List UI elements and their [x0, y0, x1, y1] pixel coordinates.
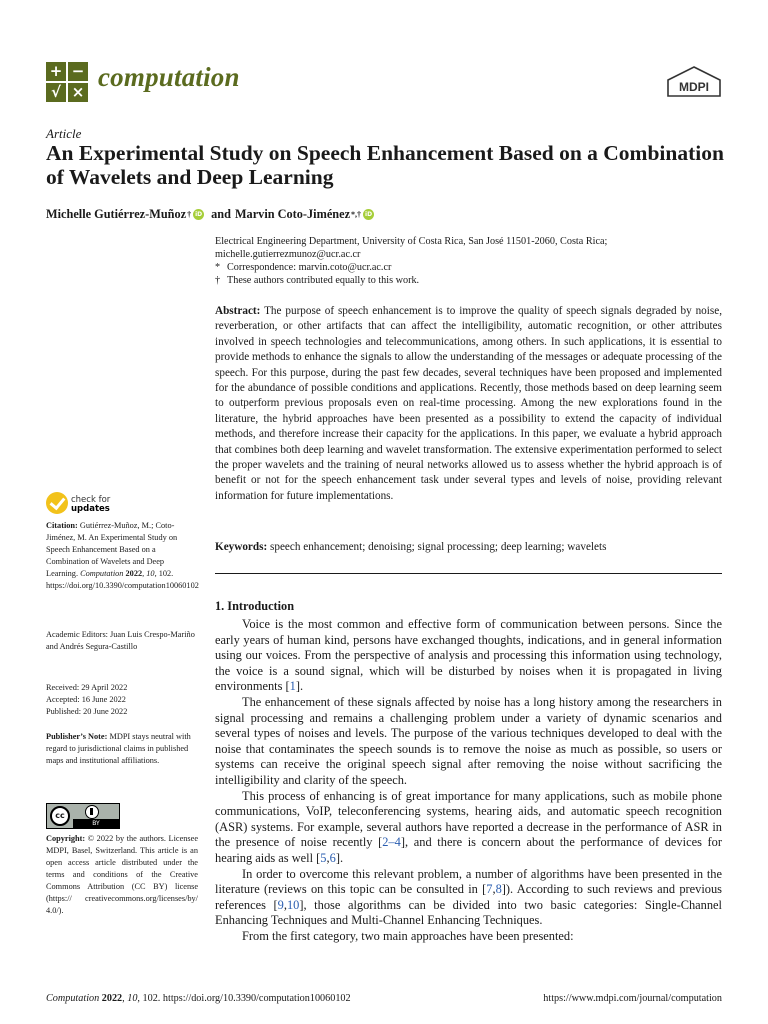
attribution-icon — [85, 805, 99, 819]
paragraph-text: ]. — [335, 850, 344, 865]
citation-block: Citation: Gutiérrez-Muñoz, M.; Coto-Jiménez, M. An Experimental Study on Speech Enhancement Based on a Combination of Wavelets and Deep Learning. Computation 2022, 10, 102. https://doi.org/10.3390/computation10060102 — [46, 521, 199, 590]
author-mark: *,† — [351, 210, 362, 219]
affiliations — [215, 235, 725, 287]
copyright-text: © 2022 by the authors. Licensee MDPI, Basel, Switzerland. This article is an open access article distributed under the terms and conditions of the Creative Commons Attribution (CC BY) license (https:// creativecommons.org/licenses/by/ 4.0/). — [46, 834, 199, 915]
introduction-body — [215, 617, 722, 944]
publisher-note — [46, 731, 198, 767]
footer-year: 2022 — [101, 993, 123, 1004]
citation-link[interactable]: 1 — [289, 679, 296, 694]
citation-link[interactable]: 7 — [486, 882, 493, 897]
citation-link[interactable]: 5 — [320, 850, 327, 865]
note-label: Publisher’s Note: — [46, 732, 108, 741]
copyright-block — [46, 833, 198, 917]
times-icon: × — [68, 83, 88, 102]
article-type: Article — [46, 126, 82, 141]
paragraph-text: This process of enhancing is of great importance for many applications, such as mobile phone communications, VoIP, teleconferencing systems, hearing aids, and automatic speech recognition (ASR) systems. For example, several authors have reported a decrease in the performance of ASR in the presence of noise recently [ — [215, 788, 722, 850]
paragraph — [215, 617, 722, 695]
paragraph-text: , — [326, 850, 330, 865]
paper-title: An Experimental Study on Speech Enhancement Based on a Combination of Wavelets and Deep Learning — [46, 141, 724, 189]
citation-link[interactable]: 8 — [495, 882, 502, 897]
journal-name: computation — [98, 62, 240, 92]
paragraph-text: , — [492, 882, 496, 897]
citation-doi[interactable]: 102. https://doi.org/10.3390/computation10060102 — [46, 569, 199, 590]
affiliation-email[interactable]: michelle.gutierrezmunoz@ucr.ac.cr — [215, 249, 361, 260]
citation-journal: Computation — [80, 569, 124, 578]
paragraph — [215, 867, 722, 929]
copyright-label: Copyright: — [46, 834, 86, 843]
keywords-text: speech enhancement; denoising; signal processing; deep learning; wavelets — [270, 541, 607, 553]
citation-link[interactable]: 6 — [329, 850, 336, 865]
abstract-text: The purpose of speech enhancement is to improve the quality of speech signals degraded by noise, reverberation, or other artifacts that can affect the intelligibility, automatic recognition, or other attributes involved in speech technologies and telecommunications, among others. In such applications, it is essential to provide methods to enhance the signals to allow the understanding of the messages or adequate processing of the speech. For this purpose, during the past few decades, several techniques have been proposed and implemented for the abundance of possible conditions and applications. Recently, those methods based on deep learning seem to outperform previous proposals even on real-time processing. Among the new explorations found in the literature, the hybrid approaches have been presented as a possibility to extend the capacity of individual methods, and therefore increase their capacity for the applications. In this paper, we evaluate a hybrid approach that combines both deep learning and wavelet transformation. The extensive experimentation performed to select the proper wavelets and the training of neural networks allowed us to assess whether the hybrid approach is of benefit or not for the speech enhancement task under several types and levels of noise, providing relevant information for future implementations. — [215, 305, 722, 502]
abstract-label: Abstract: — [215, 305, 261, 317]
check-updates-text — [71, 496, 110, 514]
correspondence-note — [215, 261, 725, 274]
citation-year: 2022 — [125, 569, 143, 578]
citation-link[interactable]: 2–4 — [382, 835, 401, 850]
citation-text: Gutiérrez-Muñoz, M.; Coto-Jiménez, M. An Experimental Study on Speech Enhancement Based on a Combination of Wavelets and Deep Learning. — [46, 521, 178, 578]
footer-journal: Computation — [46, 993, 100, 1004]
minus-icon: − — [68, 62, 88, 81]
paragraph-text: ], and there is concern about the performance of devices for hearing aids as well [ — [215, 835, 722, 865]
mdpi-logo[interactable] — [666, 66, 722, 98]
orcid-icon[interactable]: iD — [365, 211, 373, 218]
author-mark: † — [187, 210, 192, 219]
footer-doi[interactable]: , 102. https://doi.org/10.3390/computation10060102 — [137, 993, 351, 1004]
check-line: check for — [71, 495, 111, 505]
accepted-date: Accepted: 16 June 2022 — [46, 695, 126, 704]
paragraph-text: Voice is the most common and effective form of communication between persons. Since the early years of human kind, persons have exchanged thoughts, indications, and in general information using our voices. From the perspective of analysis and processing this information using technology, the voice is a sound signal, which will be disturbed by noises when it is propagated in living environments [ — [215, 617, 722, 694]
plus-icon: + — [46, 62, 66, 81]
cc-icon: cc — [50, 806, 70, 826]
footnote-mark: † — [215, 275, 221, 286]
cc-by-license-badge[interactable] — [46, 803, 120, 829]
check-line: updates — [71, 504, 110, 514]
citation-link[interactable]: 9 — [277, 897, 284, 912]
citation-label: Citation: — [46, 521, 78, 530]
journal-header — [46, 62, 722, 102]
paragraph — [215, 789, 722, 867]
paragraph: From the first category, two main approaches have been presented: — [242, 928, 574, 943]
academic-editors: Academic Editors: Juan Luis Crespo-Mariño and Andrés Segura-Castillo — [46, 630, 195, 651]
keywords-label: Keywords: — [215, 541, 268, 553]
journal-logo — [46, 62, 88, 102]
section-heading: 1. Introduction — [215, 599, 295, 613]
sqrt-icon: √ — [46, 83, 66, 102]
author-name: Marvin Coto-Jiménez — [234, 207, 351, 221]
check-for-updates[interactable] — [46, 492, 156, 516]
paragraph-text: , — [283, 897, 287, 912]
equal-contribution-note — [215, 274, 725, 287]
paragraph-text: ]. — [295, 679, 304, 694]
orcid-icon[interactable]: iD — [195, 211, 203, 218]
citation-link[interactable]: 10 — [286, 897, 300, 912]
affiliation-line: Electrical Engineering Department, University of Costa Rica, San José 11501-2060, Costa Rica; — [215, 236, 608, 247]
mdpi-text: MDPI — [679, 80, 709, 94]
footer-journal-url[interactable]: https://www.mdpi.com/journal/computation — [543, 993, 722, 1004]
by-label: BY — [73, 819, 119, 828]
author-list — [46, 207, 726, 222]
citation-volume: 10 — [146, 569, 155, 578]
paragraph-text: In order to overcome this relevant problem, a number of algorithms have been presented in the literature (reviews on this topic can be consulted in [ — [215, 866, 722, 897]
note-text: MDPI stays neutral with regard to jurisdictional claims in published maps and institutional affiliations. — [46, 732, 191, 765]
abstract — [215, 304, 722, 504]
checkmark-icon — [46, 492, 68, 514]
correspondence-text: Correspondence: marvin.coto@ucr.ac.cr — [227, 262, 392, 273]
paragraph-text: ]). According to such reviews and previous references [ — [215, 882, 722, 912]
paragraph: The enhancement of these signals affected by noise has a long history among the researchers in signal processing and remains a challenging problem under a variety of dynamic scenarios and several types of noises and levels. The purpose of the various techniques developed to deal with the noise that contaminates the speech sounds is to remove the noise as much as possible, so users or systems can receive the original speech signal after removing the noise without sacrificing the intelligibility and clarity of the speech. — [215, 694, 722, 787]
dates-block — [46, 682, 198, 718]
author-joiner: and — [211, 207, 231, 221]
divider — [215, 573, 722, 574]
paragraph-text: ], those algorithms can be divided into two basic categories: Single-Channel Enhancing Techniques and Multi-Channel Enhancing Techniques. — [215, 897, 722, 928]
page-footer — [46, 993, 722, 1004]
footer-volume: 10 — [127, 993, 138, 1004]
keywords — [215, 540, 722, 555]
author-name: Michelle Gutiérrez-Muñoz — [46, 207, 187, 221]
received-date: Received: 29 April 2022 — [46, 683, 128, 692]
equal-contribution-text: These authors contributed equally to this work. — [227, 275, 420, 286]
footnote-mark: * — [215, 262, 221, 273]
footer-citation: Computation 2022, 10, 102. https://doi.org/10.3390/computation10060102 — [46, 993, 351, 1004]
published-date: Published: 20 June 2022 — [46, 707, 128, 716]
